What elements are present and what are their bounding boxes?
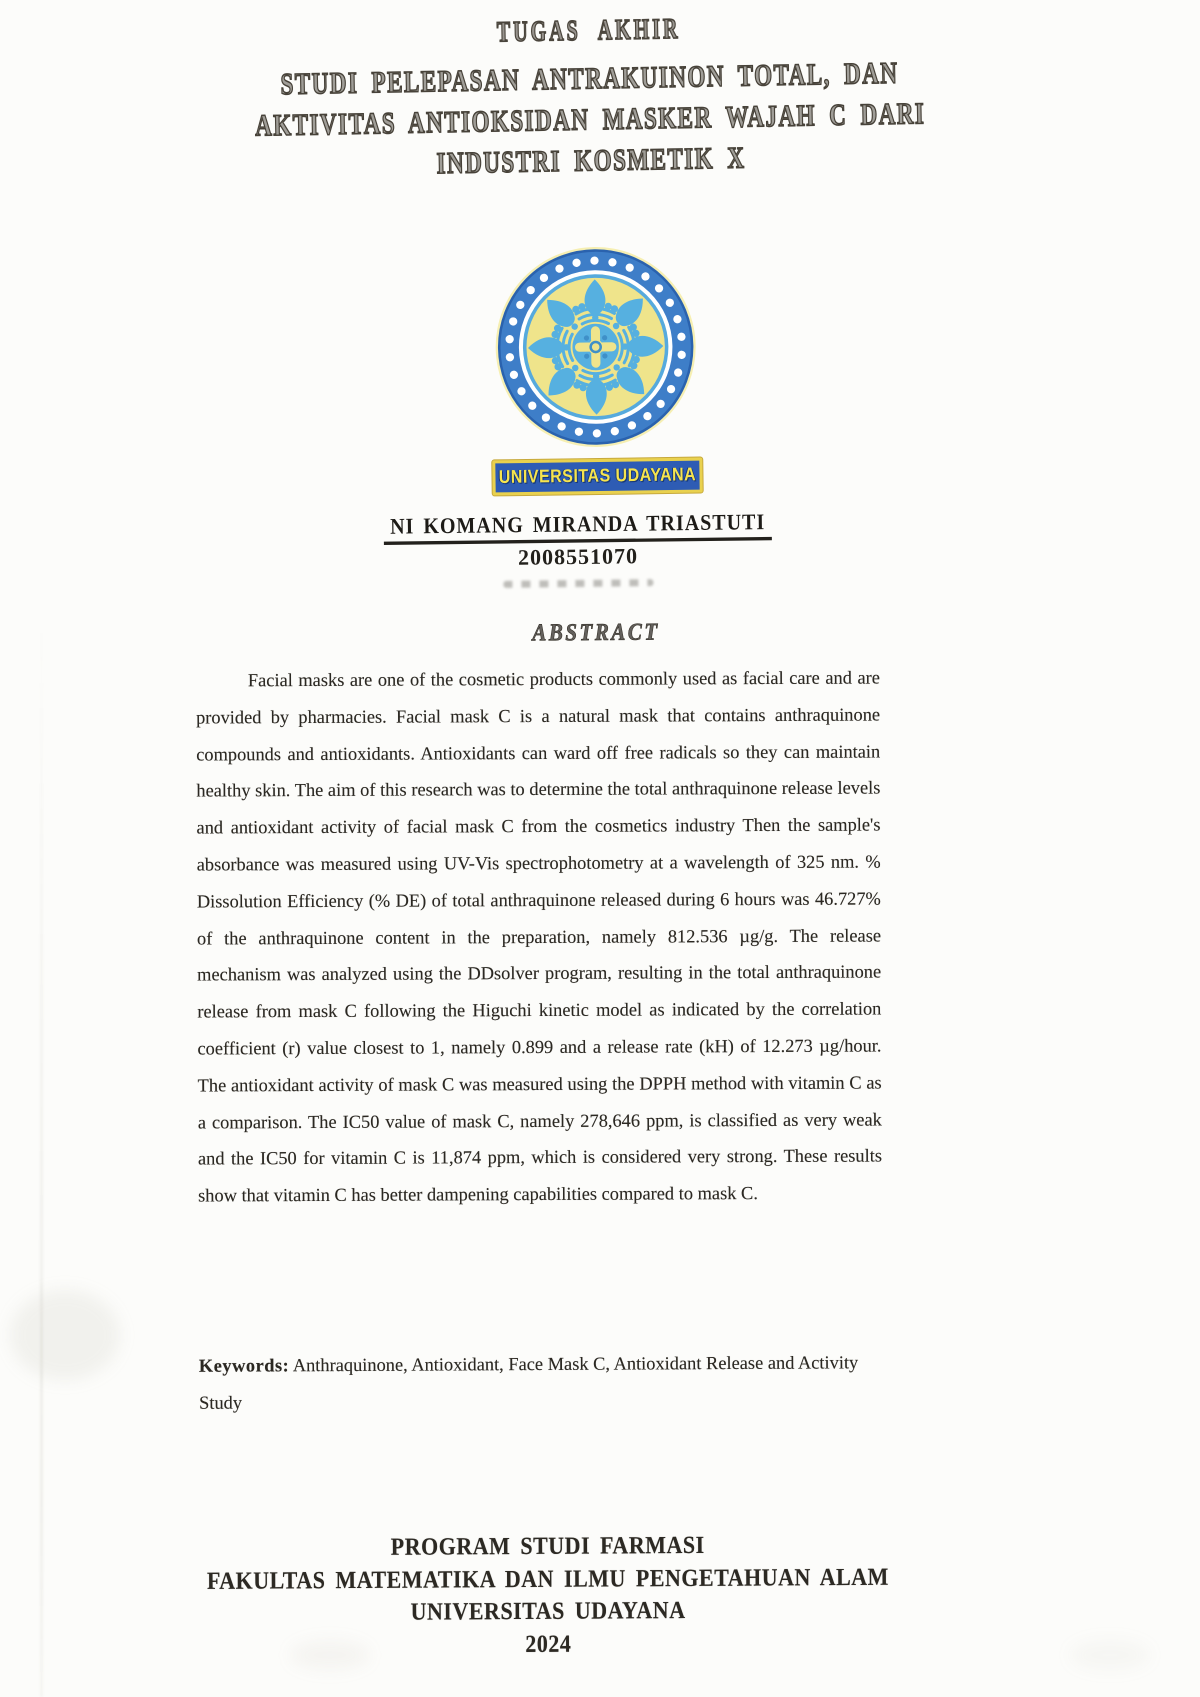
abstract-text: Facial masks are one of the cosmetic products commonly used as facial care and are provided by pharmacies. Facial mask C is a natural mask that contains anthraquinone compounds and antioxidants. Antioxidants can ward off free radicals so they can maintain healthy skin. The aim of this research was to determine the total anthraquinone release levels and antioxidant activity of facial mask C from the cosmetics industry Then the sample's absorbance was measured using UV-Vis spectrophotometry at a wavelength of 325 nm. % Dissolution Efficiency (% DE) of total anthraquinone released during 6 hours was 46.727% of the anthraquinone content in the preparation, namely 812.536 µg/g. The release mechanism was analyzed using the DDsolver program, resulting in the total anthraquinone release from mask C following the Higuchi kinetic model as indicated by the correlation coefficient (r) value closest to 1, namely 0.899 and a release rate (kH) of 12.273 µg/hour. The antioxidant activity of mask C was measured using the DPPH method with vitamin C as a comparison. The IC50 value of mask C, namely 278,646 ppm, is classified as very weak and the IC50 for vitamin C is 11,874 ppm, which is considered very strong. These results show that vitamin C has better dampening capabilities compared to mask C.: [195, 667, 883, 1206]
university-name-text: UNIVERSITAS UDAYANA: [498, 464, 697, 488]
university-name-banner: [492, 458, 702, 496]
faculty-text: FAKULTAS MATEMATIKA DAN ILMU PENGETAHUAN ALAM: [206, 1561, 889, 1595]
document-type-text: TUGAS AKHIR: [496, 13, 681, 49]
abstract-paragraph: [196, 660, 882, 1215]
university-text: UNIVERSITAS UDAYANA: [410, 1595, 686, 1626]
abstract-heading: [0, 616, 1196, 649]
universitas-udayana-seal-logo: [493, 245, 698, 450]
keywords-section: [199, 1344, 883, 1422]
thesis-title-text: STUDI PELEPASAN ANTRAKUINON TOTAL, DAN: [280, 56, 899, 101]
university-logo-block: [0, 238, 1198, 503]
keywords-label: Keywords:: [198, 1355, 290, 1376]
thesis-title-text: INDUSTRI KOSMETIK X: [436, 141, 746, 180]
student-id-number: 2008551070: [517, 543, 639, 570]
study-program-text: PROGRAM STUDI FARMASI: [390, 1530, 705, 1561]
author-block: [0, 507, 1178, 595]
author-name: NI KOMANG MIRANDA TRIASTUTI: [384, 510, 771, 545]
footer-line: [0, 1627, 1148, 1667]
abstract-heading-text: ABSTRACT: [532, 617, 660, 647]
year-text: 2024: [525, 1628, 572, 1658]
title-block: [0, 9, 1191, 200]
thesis-title-text: AKTIVITAS ANTIOKSIDAN MASKER WAJAH C DARI: [254, 96, 926, 143]
keywords-text: Anthraquinone, Antioxidant, Face Mask C, Antioxidant Release and Activity Study: [199, 1352, 859, 1413]
erased-text-smudge: [503, 579, 653, 588]
footer-block: [0, 1529, 1148, 1666]
scan-blotch: [10, 1290, 120, 1380]
